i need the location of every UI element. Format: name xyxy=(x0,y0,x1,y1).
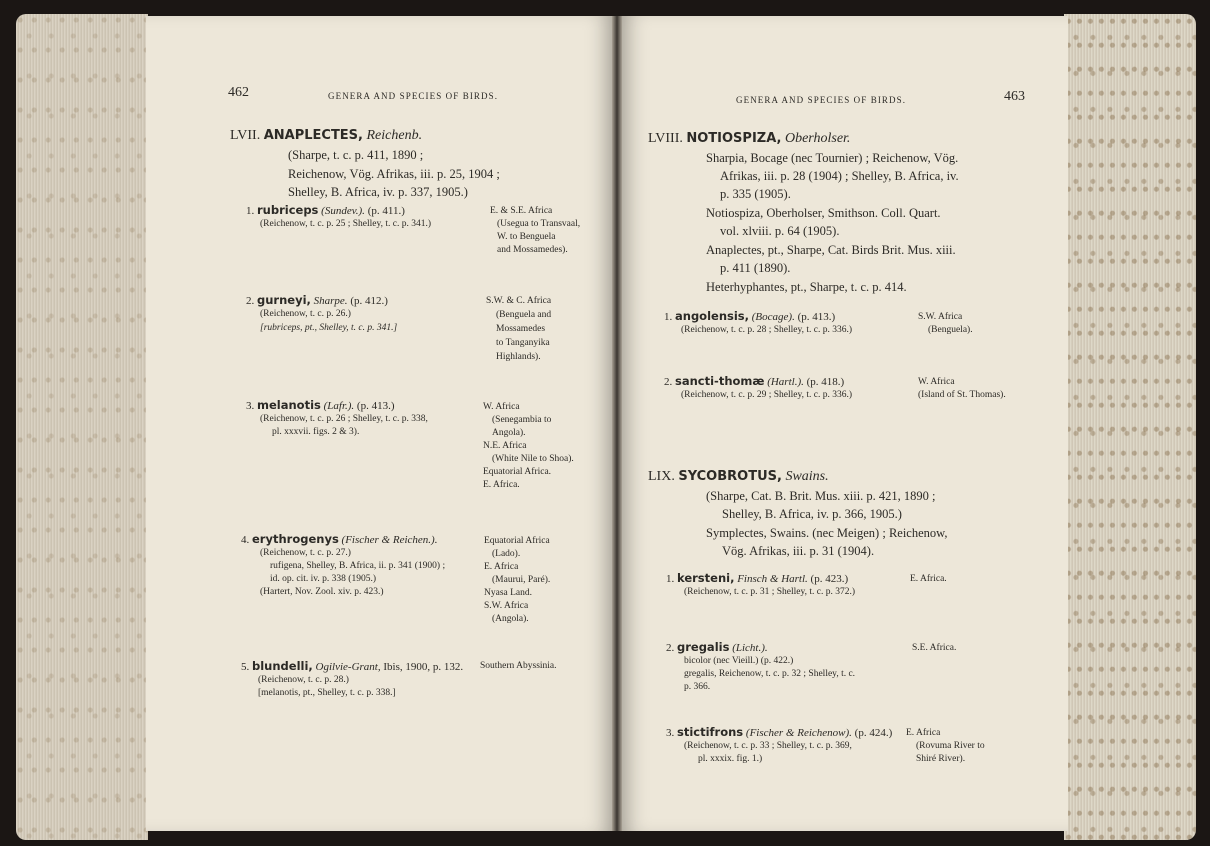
genus-ref-line: Shelley, B. Africa, iv. p. 337, 1905.) xyxy=(288,185,468,199)
species-ref-line: (Reichenow, t. c. p. 26 ; Shelley, t. c. p. 338, xyxy=(260,414,428,424)
genus-ref-line: Reichenow, Vög. Afrikas, iii. p. 25, 1904 ; xyxy=(288,167,500,181)
genus-name: NOTIOSPIZA, xyxy=(686,131,782,146)
distribution-line: (Island of St. Thomas). xyxy=(918,390,1006,400)
distribution-line: and Mossamedes). xyxy=(497,245,568,255)
species-author: (Fischer & Reichenow). xyxy=(745,727,852,739)
genus-ref-line: (Sharpe, Cat. B. Brit. Mus. xiii. p. 421, 1890 ; xyxy=(706,489,936,503)
species-heading xyxy=(241,534,437,546)
species-ref-line: (Reichenow, t. c. p. 28 ; Shelley, t. c. p. 336.) xyxy=(681,325,853,335)
distribution-line: (Usegua to Transvaal, xyxy=(497,219,581,229)
species-heading xyxy=(246,295,388,307)
species-heading xyxy=(664,376,844,388)
distribution-line: S.W. & C. Africa xyxy=(486,296,552,306)
distribution-line: (Maurui, Paré). xyxy=(492,575,551,585)
species-author: Sharpe. xyxy=(313,295,348,307)
genus-ref-line: Vög. Afrikas, iii. p. 31 (1904). xyxy=(722,544,875,558)
species-name: stictifrons xyxy=(677,725,744,739)
species-author: (Licht.). xyxy=(732,642,768,654)
genus-ref-line: Sharpia, Bocage (nec Tournier) ; Reichenow, Vög. xyxy=(706,151,959,165)
species-name: gurneyi, xyxy=(257,293,311,307)
distribution-line: E. Africa. xyxy=(910,574,947,584)
species-number: 2. xyxy=(664,376,673,388)
distribution-line: (Benguela). xyxy=(928,325,973,335)
species-ref-line: (Reichenow, t. c. p. 28.) xyxy=(258,675,349,685)
species-ref-line: (Reichenow, t. c. p. 29 ; Shelley, t. c. p. 336.) xyxy=(681,390,853,400)
species-number: 1. xyxy=(666,573,675,585)
species-number: 4. xyxy=(241,534,250,546)
species-ref-line: pl. xxxix. fig. 1.) xyxy=(698,754,763,764)
species-page-ref: (p. 418.) xyxy=(806,376,845,388)
species-number: 2. xyxy=(666,642,675,654)
distribution-line: Equatorial Africa xyxy=(484,536,550,546)
species-ref-line: [melanotis, pt., Shelley, t. c. p. 338.] xyxy=(258,688,396,698)
species-author: Ogilvie-Grant, xyxy=(315,661,381,673)
genus-numeral: LVIII. xyxy=(648,131,683,146)
species-heading xyxy=(246,205,405,217)
species-page-ref: Ibis, 1900, p. 132. xyxy=(383,661,464,673)
species-heading xyxy=(241,661,463,673)
species-name: rubriceps xyxy=(257,203,319,217)
distribution-line: (White Nile to Shoa). xyxy=(492,454,574,464)
species-ref-line: (Reichenow, t. c. p. 27.) xyxy=(260,548,351,558)
running-head-right: GENERA AND SPECIES OF BIRDS. xyxy=(736,95,907,105)
page-number-left: 462 xyxy=(228,85,249,100)
genus-ref-line: (Sharpe, t. c. p. 411, 1890 ; xyxy=(288,148,424,162)
species-name: kersteni, xyxy=(677,571,735,585)
species-author: (Lafr.). xyxy=(323,400,355,412)
genus-author: Oberholser. xyxy=(784,131,851,146)
species-page-ref: (p. 423.) xyxy=(810,573,849,585)
genus-heading-lvii xyxy=(230,129,422,143)
distribution-line: E. Africa xyxy=(484,562,519,572)
species-author: (Bocage). xyxy=(751,311,795,323)
left-edge-foxing xyxy=(16,14,148,840)
species-page-ref: (p. 413.) xyxy=(356,400,395,412)
genus-author: Swains. xyxy=(785,469,829,484)
genus-ref-line: Symplectes, Swains. (nec Meigen) ; Reichenow, xyxy=(706,526,948,540)
genus-ref-line: Afrikas, iii. p. 28 (1904) ; Shelley, B. Africa, iv. xyxy=(720,169,959,183)
distribution-line: S.W. Africa xyxy=(918,312,963,322)
distribution-line: S.W. Africa xyxy=(484,601,529,611)
species-ref-line: (Reichenow, t. c. p. 25 ; Shelley, t. c. p. 341.) xyxy=(260,219,432,229)
distribution-line: to Tanganyika xyxy=(496,338,550,348)
distribution-line: W. Africa xyxy=(483,402,520,412)
genus-name: ANAPLECTES, xyxy=(263,128,363,143)
genus-ref-line: Shelley, B. Africa, iv. p. 366, 1905.) xyxy=(722,507,902,521)
genus-ref-line: vol. xlviii. p. 64 (1905). xyxy=(720,224,840,238)
species-ref-line: bicolor (nec Vieill.) (p. 422.) xyxy=(684,656,794,666)
species-number: 5. xyxy=(241,661,250,673)
species-ref-line: id. op. cit. iv. p. 338 (1905.) xyxy=(270,574,376,584)
distribution-line: W. to Benguela xyxy=(497,232,556,242)
species-page-ref: (p. 424.) xyxy=(854,727,893,739)
species-ref-line: gregalis, Reichenow, t. c. p. 32 ; Shelley, t. c. xyxy=(684,669,856,679)
species-name: angolensis, xyxy=(675,309,750,323)
distribution-line: (Angola). xyxy=(492,614,529,624)
species-name: erythrogenys xyxy=(252,532,339,546)
distribution-line: Mossamedes xyxy=(496,324,546,334)
genus-author: Reichenb. xyxy=(366,128,423,143)
genus-ref-line: p. 411 (1890). xyxy=(720,261,791,275)
species-number: 2. xyxy=(246,295,255,307)
species-number: 3. xyxy=(246,400,255,412)
distribution-line: Highlands). xyxy=(496,352,541,362)
species-heading xyxy=(246,400,395,412)
species-number: 3. xyxy=(666,727,675,739)
species-ref-line: pl. xxxvii. figs. 2 & 3). xyxy=(272,427,360,437)
genus-ref-line: p. 335 (1905). xyxy=(720,187,791,201)
species-page-ref: (p. 411.) xyxy=(367,205,405,217)
species-ref-line: (Reichenow, t. c. p. 26.) xyxy=(260,309,351,319)
species-page-ref: (p. 412.) xyxy=(350,295,388,307)
genus-name: SYCOBROTUS, xyxy=(678,469,782,484)
species-ref-line: rufigena, Shelley, B. Africa, ii. p. 341 (1900) ; xyxy=(270,561,446,571)
distribution-line: (Rovuma River to xyxy=(916,741,985,751)
species-heading xyxy=(666,573,848,585)
species-name: sancti-thomæ xyxy=(675,374,765,388)
species-name: melanotis xyxy=(257,398,321,412)
book-gutter xyxy=(612,16,622,831)
distribution-line: E. Africa xyxy=(906,728,941,738)
species-author: (Fischer & Reichen.). xyxy=(341,534,438,546)
distribution-line: (Benguela and xyxy=(496,310,552,320)
species-ref-line: [rubriceps, pt., Shelley, t. c. p. 341.] xyxy=(260,323,398,333)
species-heading xyxy=(664,311,835,323)
species-ref-line: (Hartert, Nov. Zool. xiv. p. 423.) xyxy=(260,587,384,597)
species-number: 1. xyxy=(664,311,673,323)
genus-ref-line: Notiospiza, Oberholser, Smithson. Coll. Quart. xyxy=(706,206,941,220)
species-author: (Hartl.). xyxy=(767,376,804,388)
distribution-line: Nyasa Land. xyxy=(484,588,533,598)
species-ref-line: p. 366. xyxy=(684,682,711,692)
species-author: Finsch & Hartl. xyxy=(737,573,808,585)
distribution-line: W. Africa xyxy=(918,377,955,387)
distribution-line: Angola). xyxy=(492,428,526,438)
genus-numeral: LVII. xyxy=(230,128,261,143)
distribution-line: N.E. Africa xyxy=(483,441,527,451)
genus-heading-lix xyxy=(648,470,829,484)
running-head-left: GENERA AND SPECIES OF BIRDS. xyxy=(328,91,499,101)
species-author: (Sundev.). xyxy=(321,205,365,217)
genus-numeral: LIX. xyxy=(648,469,675,484)
distribution-line: Shiré River). xyxy=(916,754,966,764)
species-page-ref: (p. 413.) xyxy=(797,311,836,323)
species-ref-line: (Reichenow, t. c. p. 31 ; Shelley, t. c. p. 372.) xyxy=(684,587,856,597)
page-number-right: 463 xyxy=(1004,89,1025,104)
species-name: gregalis xyxy=(677,640,730,654)
genus-ref-line: Heterhyphantes, pt., Sharpe, t. c. p. 414. xyxy=(706,280,907,294)
species-heading xyxy=(666,727,892,739)
distribution-line: Southern Abyssinia. xyxy=(480,661,557,671)
distribution-line: Equatorial Africa. xyxy=(483,467,552,477)
distribution-line: S.E. Africa. xyxy=(912,643,957,653)
species-heading xyxy=(666,642,768,654)
distribution-line: (Senegambia to xyxy=(492,415,552,425)
right-edge-foxing xyxy=(1064,14,1196,840)
species-name: blundelli, xyxy=(252,659,313,673)
genus-heading-lviii xyxy=(648,132,850,146)
species-ref-line: (Reichenow, t. c. p. 33 ; Shelley, t. c. p. 369, xyxy=(684,741,852,751)
species-number: 1. xyxy=(246,205,255,217)
distribution-line: E. & S.E. Africa xyxy=(490,206,553,216)
distribution-line: E. Africa. xyxy=(483,480,520,490)
distribution-line: (Lado). xyxy=(492,549,521,559)
genus-ref-line: Anaplectes, pt., Sharpe, Cat. Birds Brit. Mus. xiii. xyxy=(706,243,956,257)
